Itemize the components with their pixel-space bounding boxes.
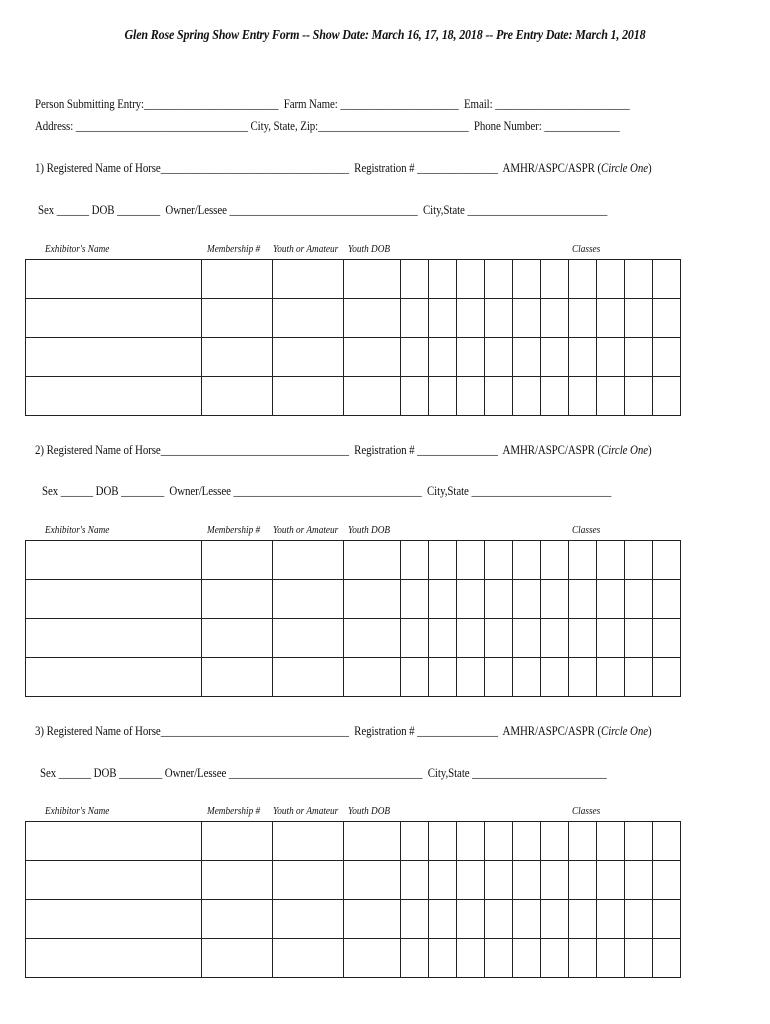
horse-2-registered-line[interactable] <box>35 442 652 458</box>
horse-2-details-line[interactable]: Sex ______ DOB ________ Owner/Lessee ___________________________________ City,State __________________________ <box>42 483 612 498</box>
youth-dob-cell[interactable] <box>344 377 401 416</box>
class-cell[interactable] <box>485 822 513 861</box>
class-cell[interactable] <box>429 822 457 861</box>
membership-cell[interactable] <box>202 299 273 338</box>
youth-dob-cell[interactable] <box>344 822 401 861</box>
class-cell[interactable] <box>513 541 541 580</box>
class-cell[interactable] <box>597 861 625 900</box>
class-cell[interactable] <box>401 619 429 658</box>
class-cell[interactable] <box>513 299 541 338</box>
class-cell[interactable] <box>513 580 541 619</box>
youth-amateur-cell[interactable] <box>273 580 344 619</box>
horse-2-header-exhibitor: Exhibitor's Name <box>45 524 110 536</box>
class-cell[interactable] <box>541 541 569 580</box>
class-cell[interactable] <box>401 900 429 939</box>
class-cell[interactable] <box>625 338 653 377</box>
class-cell[interactable] <box>429 377 457 416</box>
youth-amateur-cell[interactable] <box>273 260 344 299</box>
horse-3-header-youth-dob: Youth DOB <box>348 805 391 817</box>
class-cell[interactable] <box>569 861 597 900</box>
youth-dob-cell[interactable] <box>344 658 401 697</box>
exhibitor-name-cell[interactable] <box>26 861 202 900</box>
membership-cell[interactable] <box>202 861 273 900</box>
class-cell[interactable] <box>569 338 597 377</box>
class-cell[interactable] <box>429 580 457 619</box>
membership-cell[interactable] <box>202 377 273 416</box>
class-cell[interactable] <box>597 260 625 299</box>
class-cell[interactable] <box>625 658 653 697</box>
class-cell[interactable] <box>513 861 541 900</box>
class-cell[interactable] <box>457 377 485 416</box>
class-cell[interactable] <box>597 541 625 580</box>
table-row <box>26 338 681 377</box>
submitter-line-1[interactable]: Person Submitting Entry:_________________________ Farm Name: ______________________ Email: _________________________ <box>35 96 630 111</box>
youth-amateur-cell[interactable] <box>273 541 344 580</box>
exhibitor-name-cell[interactable] <box>26 260 202 299</box>
class-cell[interactable] <box>513 619 541 658</box>
class-cell[interactable] <box>653 900 681 939</box>
class-cell[interactable] <box>625 900 653 939</box>
class-cell[interactable] <box>541 822 569 861</box>
youth-amateur-cell[interactable] <box>273 377 344 416</box>
class-cell[interactable] <box>569 939 597 978</box>
class-cell[interactable] <box>457 900 485 939</box>
horse-3-header-classes: Classes <box>572 805 601 817</box>
youth-dob-cell[interactable] <box>344 338 401 377</box>
class-cell[interactable] <box>541 861 569 900</box>
youth-amateur-cell[interactable] <box>273 900 344 939</box>
membership-cell[interactable] <box>202 260 273 299</box>
class-cell[interactable] <box>485 658 513 697</box>
horse-3-registered-text: 3) Registered Name of Horse___________________________________ Registration # _______________ AMHR/ASPC/ASPR ( <box>35 723 602 738</box>
class-cell[interactable] <box>429 299 457 338</box>
class-cell[interactable] <box>597 338 625 377</box>
class-cell[interactable] <box>597 377 625 416</box>
youth-amateur-cell[interactable] <box>273 861 344 900</box>
youth-amateur-cell[interactable] <box>273 822 344 861</box>
class-cell[interactable] <box>429 658 457 697</box>
class-cell[interactable] <box>541 299 569 338</box>
youth-amateur-cell[interactable] <box>273 338 344 377</box>
class-cell[interactable] <box>569 822 597 861</box>
table-row <box>26 861 681 900</box>
horse-1-header-youth-amateur: Youth or Amateur <box>273 243 339 255</box>
class-cell[interactable] <box>457 260 485 299</box>
horse-3-details-line[interactable]: Sex ______ DOB ________ Owner/Lessee ____________________________________ City,State _________________________ <box>40 765 607 780</box>
class-cell[interactable] <box>597 299 625 338</box>
youth-dob-cell[interactable] <box>344 861 401 900</box>
class-cell[interactable] <box>457 658 485 697</box>
class-cell[interactable] <box>513 900 541 939</box>
class-cell[interactable] <box>457 299 485 338</box>
class-cell[interactable] <box>485 377 513 416</box>
class-cell[interactable] <box>513 377 541 416</box>
class-cell[interactable] <box>429 260 457 299</box>
class-cell[interactable] <box>653 619 681 658</box>
horse-2-entry-table <box>25 540 681 697</box>
class-cell[interactable] <box>457 541 485 580</box>
class-cell[interactable] <box>541 377 569 416</box>
table-row <box>26 299 681 338</box>
class-cell[interactable] <box>457 338 485 377</box>
class-cell[interactable] <box>401 658 429 697</box>
submitter-line-2[interactable]: Address: ________________________________ City, State, Zip:____________________________ Phone Number: ______________ <box>35 118 620 133</box>
class-cell[interactable] <box>569 619 597 658</box>
class-cell[interactable] <box>429 541 457 580</box>
youth-dob-cell[interactable] <box>344 900 401 939</box>
horse-1-header-membership: Membership # <box>207 243 261 255</box>
class-cell[interactable] <box>401 541 429 580</box>
exhibitor-name-cell[interactable] <box>26 377 202 416</box>
horse-1-header-exhibitor: Exhibitor's Name <box>45 243 110 255</box>
exhibitor-name-cell[interactable] <box>26 658 202 697</box>
horse-1-registered-line[interactable] <box>35 160 652 176</box>
class-cell[interactable] <box>541 619 569 658</box>
class-cell[interactable] <box>569 580 597 619</box>
membership-cell[interactable] <box>202 939 273 978</box>
class-cell[interactable] <box>597 939 625 978</box>
class-cell[interactable] <box>541 580 569 619</box>
class-cell[interactable] <box>429 861 457 900</box>
class-cell[interactable] <box>569 377 597 416</box>
youth-amateur-cell[interactable] <box>273 299 344 338</box>
membership-cell[interactable] <box>202 658 273 697</box>
class-cell[interactable] <box>485 939 513 978</box>
horse-3-header-exhibitor: Exhibitor's Name <box>45 805 110 817</box>
youth-dob-cell[interactable] <box>344 939 401 978</box>
horse-2-close-paren: ) <box>647 442 652 457</box>
exhibitor-name-cell[interactable] <box>26 822 202 861</box>
class-cell[interactable] <box>653 299 681 338</box>
youth-dob-cell[interactable] <box>344 619 401 658</box>
class-cell[interactable] <box>401 861 429 900</box>
class-cell[interactable] <box>625 580 653 619</box>
class-cell[interactable] <box>401 580 429 619</box>
class-cell[interactable] <box>597 900 625 939</box>
horse-1-details-line[interactable]: Sex ______ DOB ________ Owner/Lessee ___________________________________ City,State __________________________ <box>38 202 608 217</box>
class-cell[interactable] <box>625 861 653 900</box>
class-cell[interactable] <box>653 260 681 299</box>
class-cell[interactable] <box>429 619 457 658</box>
horse-2-registered-text: 2) Registered Name of Horse___________________________________ Registration # _______________ AMHR/ASPC/ASPR ( <box>35 442 602 457</box>
class-cell[interactable] <box>653 580 681 619</box>
class-cell[interactable] <box>569 900 597 939</box>
horse-2-circle-one: Circle One <box>601 442 648 457</box>
class-cell[interactable] <box>653 377 681 416</box>
class-cell[interactable] <box>485 260 513 299</box>
table-row <box>26 822 681 861</box>
class-cell[interactable] <box>401 377 429 416</box>
exhibitor-name-cell[interactable] <box>26 939 202 978</box>
youth-dob-cell[interactable] <box>344 541 401 580</box>
horse-3-circle-one: Circle One <box>601 723 648 738</box>
membership-cell[interactable] <box>202 619 273 658</box>
class-cell[interactable] <box>513 260 541 299</box>
table-row <box>26 939 681 978</box>
class-cell[interactable] <box>485 900 513 939</box>
youth-dob-cell[interactable] <box>344 299 401 338</box>
class-cell[interactable] <box>597 822 625 861</box>
class-cell[interactable] <box>541 338 569 377</box>
youth-amateur-cell[interactable] <box>273 939 344 978</box>
horse-1-registered-text: 1) Registered Name of Horse___________________________________ Registration # _______________ AMHR/ASPC/ASPR ( <box>35 160 602 175</box>
class-cell[interactable] <box>457 939 485 978</box>
horse-1-entry-table <box>25 259 681 416</box>
youth-amateur-cell[interactable] <box>273 619 344 658</box>
class-cell[interactable] <box>401 260 429 299</box>
class-cell[interactable] <box>541 939 569 978</box>
youth-amateur-cell[interactable] <box>273 658 344 697</box>
class-cell[interactable] <box>653 822 681 861</box>
exhibitor-name-cell[interactable] <box>26 900 202 939</box>
table-row <box>26 900 681 939</box>
class-cell[interactable] <box>569 260 597 299</box>
class-cell[interactable] <box>513 939 541 978</box>
membership-cell[interactable] <box>202 580 273 619</box>
class-cell[interactable] <box>541 658 569 697</box>
horse-2-header-classes: Classes <box>572 524 601 536</box>
form-title: Glen Rose Spring Show Entry Form -- Show Date: March 16, 17, 18, 2018 -- Pre Entry Date: March 1, 2018 <box>124 28 646 43</box>
class-cell[interactable] <box>625 541 653 580</box>
class-cell[interactable] <box>541 260 569 299</box>
horse-2-header-youth-dob: Youth DOB <box>348 524 391 536</box>
exhibitor-name-cell[interactable] <box>26 619 202 658</box>
class-cell[interactable] <box>429 900 457 939</box>
class-cell[interactable] <box>485 299 513 338</box>
horse-3-registered-line[interactable] <box>35 723 652 739</box>
class-cell[interactable] <box>485 580 513 619</box>
class-cell[interactable] <box>429 939 457 978</box>
membership-cell[interactable] <box>202 900 273 939</box>
horse-3-header-youth-amateur: Youth or Amateur <box>273 805 339 817</box>
horse-1-header-classes: Classes <box>572 243 601 255</box>
class-cell[interactable] <box>429 338 457 377</box>
class-cell[interactable] <box>401 939 429 978</box>
horse-3-close-paren: ) <box>647 723 652 738</box>
membership-cell[interactable] <box>202 541 273 580</box>
class-cell[interactable] <box>457 822 485 861</box>
class-cell[interactable] <box>401 299 429 338</box>
class-cell[interactable] <box>653 338 681 377</box>
class-cell[interactable] <box>569 541 597 580</box>
horse-1-close-paren: ) <box>647 160 652 175</box>
class-cell[interactable] <box>485 338 513 377</box>
class-cell[interactable] <box>513 822 541 861</box>
table-row <box>26 619 681 658</box>
class-cell[interactable] <box>457 580 485 619</box>
youth-dob-cell[interactable] <box>344 580 401 619</box>
class-cell[interactable] <box>597 658 625 697</box>
membership-cell[interactable] <box>202 822 273 861</box>
class-cell[interactable] <box>625 260 653 299</box>
class-cell[interactable] <box>485 619 513 658</box>
class-cell[interactable] <box>625 619 653 658</box>
youth-dob-cell[interactable] <box>344 260 401 299</box>
horse-2-header-membership: Membership # <box>207 524 261 536</box>
class-cell[interactable] <box>653 861 681 900</box>
table-row <box>26 658 681 697</box>
horse-3-header-membership: Membership # <box>207 805 261 817</box>
class-cell[interactable] <box>625 299 653 338</box>
exhibitor-name-cell[interactable] <box>26 580 202 619</box>
class-cell[interactable] <box>457 619 485 658</box>
horse-1-circle-one: Circle One <box>601 160 648 175</box>
class-cell[interactable] <box>401 822 429 861</box>
table-row <box>26 580 681 619</box>
class-cell[interactable] <box>597 619 625 658</box>
class-cell[interactable] <box>513 338 541 377</box>
exhibitor-name-cell[interactable] <box>26 338 202 377</box>
membership-cell[interactable] <box>202 338 273 377</box>
class-cell[interactable] <box>653 658 681 697</box>
class-cell[interactable] <box>541 900 569 939</box>
class-cell[interactable] <box>401 338 429 377</box>
exhibitor-name-cell[interactable] <box>26 299 202 338</box>
horse-1-header-youth-dob: Youth DOB <box>348 243 391 255</box>
horse-2-header-youth-amateur: Youth or Amateur <box>273 524 339 536</box>
class-cell[interactable] <box>653 939 681 978</box>
class-cell[interactable] <box>485 541 513 580</box>
class-cell[interactable] <box>457 861 485 900</box>
class-cell[interactable] <box>625 822 653 861</box>
table-row <box>26 377 681 416</box>
horse-3-entry-table <box>25 821 681 978</box>
class-cell[interactable] <box>653 541 681 580</box>
class-cell[interactable] <box>625 377 653 416</box>
class-cell[interactable] <box>625 939 653 978</box>
table-row <box>26 260 681 299</box>
class-cell[interactable] <box>485 861 513 900</box>
exhibitor-name-cell[interactable] <box>26 541 202 580</box>
table-row <box>26 541 681 580</box>
class-cell[interactable] <box>597 580 625 619</box>
class-cell[interactable] <box>569 658 597 697</box>
class-cell[interactable] <box>513 658 541 697</box>
class-cell[interactable] <box>569 299 597 338</box>
